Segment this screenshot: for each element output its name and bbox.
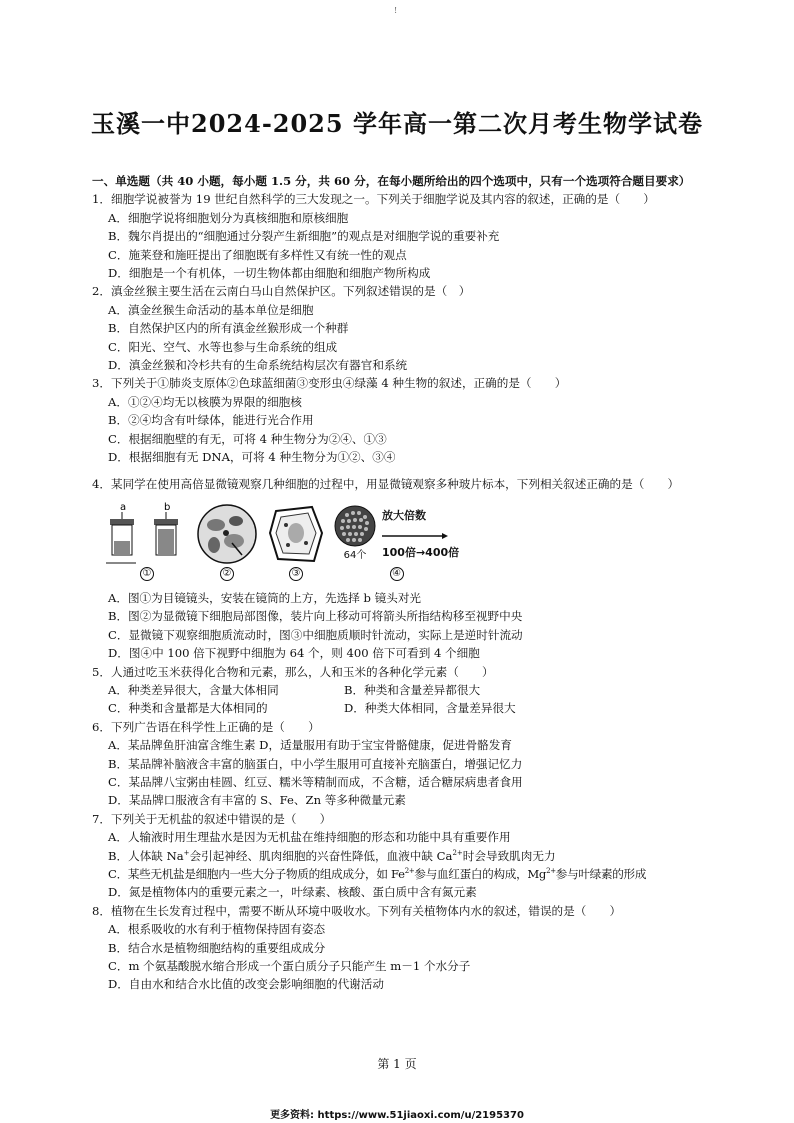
option-c: C．某品牌八宝粥由桂圆、红豆、糯米等精制而成，不含糖，适合糖尿病患者食用 <box>108 774 523 789</box>
option-d: D．种类大体相同，含量差异很大 <box>344 701 516 716</box>
question-7 <box>92 810 732 902</box>
question-stem: 2．滇金丝猴主要生活在云南白马山自然保护区。下列叙述错误的是（ ） <box>92 284 471 299</box>
option-c-text: C．某些无机盐是细胞内一些大分子物质的组成成分，如 Fe <box>108 867 405 881</box>
option-a: A．根系吸收的水有利于植物保持固有姿态 <box>108 922 326 937</box>
exam-title: 玉溪一中2024-2025 学年高一第二次月考生物学试卷 <box>91 109 703 138</box>
source-link[interactable]: 更多资料: https://www.51jiaoxi.com/u/2195370 <box>270 1110 524 1121</box>
question-stem: 7．下列关于无机盐的叙述中错误的是（ ） <box>92 811 332 826</box>
magnification-range: 100倍→400倍 <box>382 545 460 559</box>
figure-2-cells <box>196 503 258 581</box>
option-row <box>108 681 732 699</box>
option-b-text: 时会导致肌肉无力 <box>462 848 556 863</box>
question-5 <box>92 663 732 718</box>
option-d: D．根据细胞有无 DNA，可将 4 种生物分为①②、③④ <box>108 450 396 465</box>
figure-2-number: ② <box>220 567 234 581</box>
option-c <box>108 865 732 883</box>
option-d: D．图④中 100 倍下视野中细胞为 64 个，则 400 倍下可看到 4 个细胞 <box>108 646 480 661</box>
option-b: B．②④均含有叶绿体，能进行光合作用 <box>108 413 314 428</box>
option-b-superscript: + <box>183 848 190 857</box>
option-b-superscript: 2+ <box>452 848 463 857</box>
option-a: A．①②④均无以核膜为界限的细胞核 <box>108 394 302 409</box>
option-a: A．图①为目镜镜头，安装在镜筒的上方，先选择 b 镜头对光 <box>108 590 422 605</box>
magnification-info <box>382 507 459 562</box>
exam-content <box>92 172 732 994</box>
magnification-label: 放大倍数 <box>382 509 426 523</box>
lens-icon <box>106 501 188 565</box>
question-8 <box>92 902 732 994</box>
option-b <box>108 847 732 865</box>
cell-count-label: 64个 <box>343 549 367 561</box>
section-header: 一、单选题（共 40 小题，每小题 1.5 分，共 60 分，在每小题所给出的四个选项中，只有一个选项符合题目要求） <box>92 174 691 188</box>
field-of-view-icon <box>334 505 376 547</box>
option-a: A．某品牌鱼肝油富含维生素 D，适量服用有助于宝宝骨骼健康，促进骨骼发育 <box>108 738 512 753</box>
option-c: C．显微镜下观察细胞质流动时，图③中细胞质顺时针流动，实际上是逆时针流动 <box>108 627 523 642</box>
question-stem: 3．下列关于①肺炎支原体②色球蓝细菌③变形虫④绿藻 4 种生物的叙述，正确的是（ ） <box>92 376 567 391</box>
question-3 <box>92 374 732 466</box>
plant-cell-icon <box>266 503 326 565</box>
lens-b-label: b <box>164 501 171 513</box>
option-a: A．人输液时用生理盐水是因为无机盐在维持细胞的形态和功能中具有重要作用 <box>108 830 511 845</box>
question-stem: 4．某同学在使用高倍显微镜观察几种细胞的过程中，用显微镜观察多种玻片标本，下列相关叙述正确的是（ ） <box>92 476 680 491</box>
option-c: C．施莱登和施旺提出了细胞既有多样性又有统一性的观点 <box>108 247 407 262</box>
figure-3-number: ③ <box>289 567 303 581</box>
figure-3-plant-cell <box>266 503 326 581</box>
figure-1-lenses <box>106 501 188 581</box>
question-1 <box>92 190 732 282</box>
figure-4-magnification <box>334 505 459 581</box>
option-b-text: 会引起神经、肌肉细胞的兴奋性降低，血液中缺 Ca <box>189 848 453 863</box>
option-c-text: 参与叶绿素的形成 <box>555 867 647 881</box>
option-c: C．种类和含量都是大体相同的 <box>108 701 268 716</box>
question-stem: 5．人通过吃玉米获得化合物和元素，那么，人和玉米的各种化学元素（ ） <box>92 664 494 679</box>
lens-a-label: a <box>120 501 127 513</box>
option-c-superscript: 2+ <box>546 867 556 876</box>
option-d: D．滇金丝猴和冷杉共有的生命系统结构层次有器官和系统 <box>108 358 408 373</box>
option-b: B．种类和含量差异都很大 <box>344 682 481 697</box>
arrow-right-icon <box>382 533 448 539</box>
question-6 <box>92 718 732 810</box>
figure-1-number: ① <box>140 567 154 581</box>
option-b-text: B．人体缺 Na <box>108 848 184 863</box>
microscope-figure <box>106 499 732 581</box>
figure-4-number: ④ <box>390 567 404 581</box>
question-stem: 6．下列广告语在科学性上正确的是（ ） <box>92 719 320 734</box>
option-c: C．m 个氨基酸脱水缩合形成一个蛋白质分子只能产生 m－1 个水分子 <box>108 959 471 974</box>
option-b: B．魏尔肖提出的“细胞通过分裂产生新细胞”的观点是对细胞学说的重要补充 <box>108 229 500 244</box>
page-number: 第 1 页 <box>377 1057 417 1071</box>
option-d: D．某品牌口服液含有丰富的 S、Fe、Zn 等多种微量元素 <box>108 793 406 808</box>
option-b: B．结合水是植物细胞结构的重要组成成分 <box>108 940 326 955</box>
option-b: B．图②为显微镜下细胞局部图像，装片向上移动可将箭头所指结构移至视野中央 <box>108 609 523 624</box>
question-2 <box>92 282 732 374</box>
option-c-superscript: 2+ <box>404 867 415 876</box>
cell-view-icon <box>196 503 258 565</box>
option-c-text: 参与血红蛋白的构成，Mg <box>414 867 547 881</box>
page-top-mark: ! <box>394 6 398 15</box>
option-a: A．细胞学说将细胞划分为真核细胞和原核细胞 <box>108 210 349 225</box>
option-b: B．某品牌补脑液含丰富的脑蛋白，中小学生服用可直接补充脑蛋白，增强记忆力 <box>108 756 523 771</box>
option-d: D．细胞是一个有机体，一切生物体都由细胞和细胞产物所构成 <box>108 266 431 281</box>
option-b: B．自然保护区内的所有滇金丝猴形成一个种群 <box>108 321 349 336</box>
option-c: C．根据细胞壁的有无，可将 4 种生物分为②④、①③ <box>108 431 387 446</box>
option-a: A．种类差异很大，含量大体相同 <box>108 682 279 697</box>
field-of-view <box>334 505 376 565</box>
option-a: A．滇金丝猴生命活动的基本单位是细胞 <box>108 302 314 317</box>
option-c: C．阳光、空气、水等也参与生命系统的组成 <box>108 339 338 354</box>
option-d: D．氮是植物体内的重要元素之一，叶绿素、核酸、蛋白质中含有氮元素 <box>108 885 477 900</box>
question-stem: 8．植物在生长发育过程中，需要不断从环境中吸收水。下列有关植物体内水的叙述，错误的是（ ） <box>92 903 622 918</box>
figure-4-body <box>334 505 459 565</box>
option-d: D．自由水和结合水比值的改变会影响细胞的代谢活动 <box>108 977 384 992</box>
option-row <box>108 699 732 717</box>
question-4 <box>92 475 732 663</box>
question-stem: 1．细胞学说被誉为 19 世纪自然科学的三大发现之一。下列关于细胞学说及其内容的叙述，正确的是（ ） <box>92 192 655 207</box>
